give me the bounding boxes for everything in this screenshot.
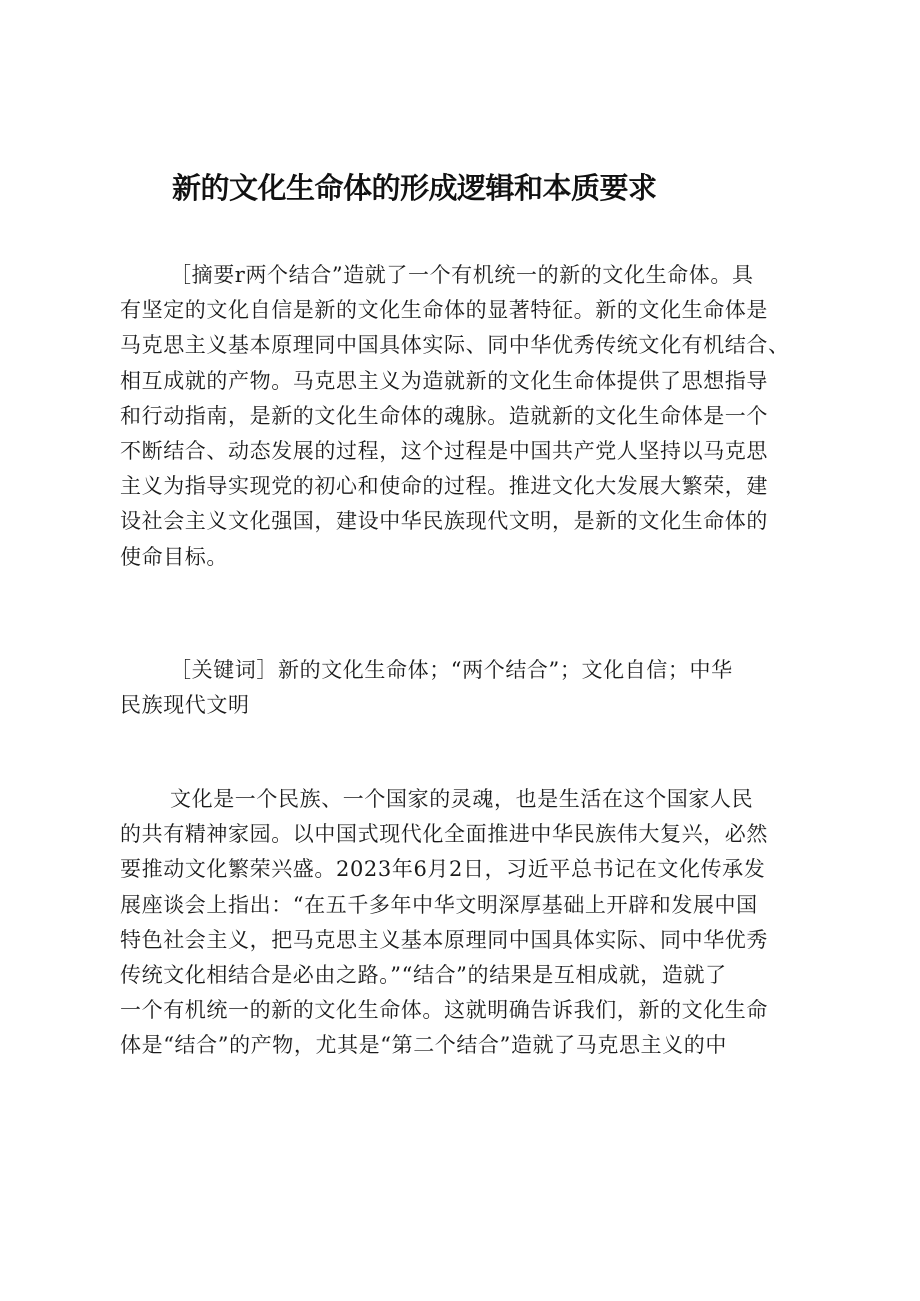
- body-line: 传统文化相结合是必由之路。”“结合”的结果是互相成就，造就了: [120, 962, 727, 987]
- abstract-line: 马克思主义基本原理同中国具体实际、同中华优秀传统文化有机结合、: [120, 333, 790, 358]
- abstract-line: ［摘要r两个结合”造就了一个有机统一的新的文化生命体。具: [170, 263, 754, 287]
- body-line: 的共有精神家园。以中国式现代化全面推进中华民族伟大复兴，必然: [120, 822, 768, 847]
- document-title: 新的文化生命体的形成逻辑和本质要求: [172, 171, 657, 205]
- body-line: 文化是一个民族、一个国家的灵魂，也是生活在这个国家人民: [170, 787, 754, 811]
- abstract-line: 有坚定的文化自信是新的文化生命体的显著特征。新的文化生命体是: [120, 298, 768, 323]
- abstract-line: 设社会主义文化强国，建设中华民族现代文明，是新的文化生命体的: [120, 509, 768, 534]
- abstract-line: 不断结合、动态发展的过程，这个过程是中国共产党人坚持以马克思: [120, 438, 768, 463]
- keywords-paragraph: [120, 653, 810, 723]
- body-line: 体是“结合”的产物，尤其是“第二个结合”造就了马克思主义的中: [120, 1033, 727, 1058]
- abstract-line: 使命目标。: [120, 544, 228, 569]
- body-paragraph: [120, 782, 810, 1064]
- abstract-line: 相互成就的产物。马克思主义为造就新的文化生命体提供了思想指导: [120, 368, 768, 393]
- keywords-line: ［关键词］新的文化生命体；“两个结合”；文化自信；中华: [170, 658, 733, 682]
- keywords-line: 民族现代文明: [120, 693, 250, 718]
- abstract-paragraph: [120, 258, 810, 575]
- body-line: 特色社会主义，把马克思主义基本原理同中国具体实际、同中华优秀: [120, 927, 768, 952]
- abstract-line: 主义为指导实现党的初心和使命的过程。推进文化大发展大繁荣，建: [120, 474, 768, 499]
- body-line: 展座谈会上指出：“在五千多年中华文明深厚基础上开辟和发展中国: [120, 892, 758, 917]
- body-line: 要推动文化繁荣兴盛。2023年6月2日，习近平总书记在文化传承发: [120, 857, 766, 882]
- body-line: 一个有机统一的新的文化生命体。这就明确告诉我们，新的文化生命: [120, 998, 768, 1023]
- abstract-line: 和行动指南，是新的文化生命体的魂脉。造就新的文化生命体是一个: [120, 403, 768, 428]
